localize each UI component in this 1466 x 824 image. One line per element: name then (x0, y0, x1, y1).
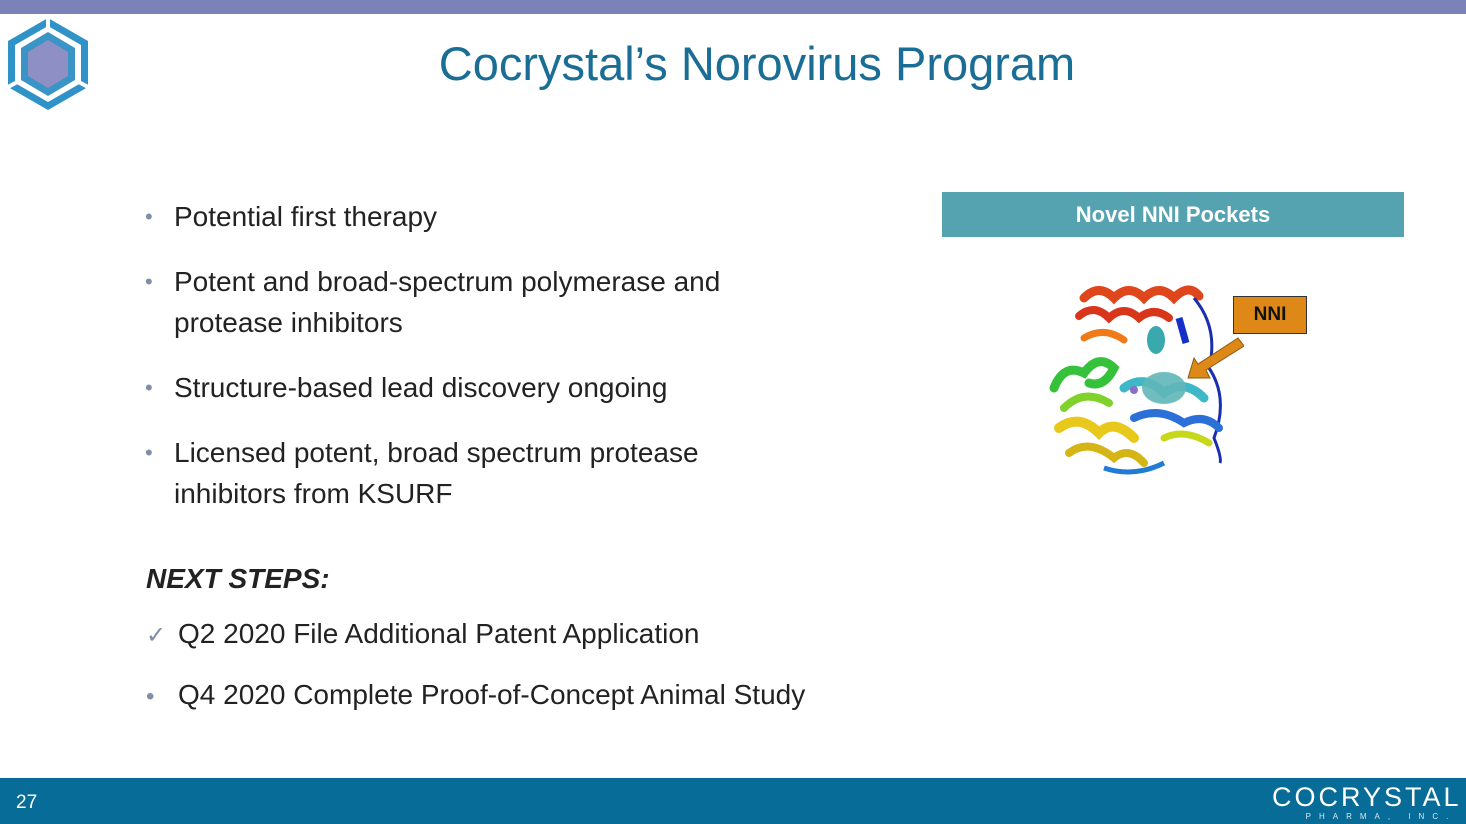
bullet-marker: • (145, 375, 153, 400)
bullet-text: Potent and broad-spectrum polymerase and protease inhibitors (174, 266, 721, 338)
checkmark-icon: ✓ (146, 622, 167, 649)
next-step-item (146, 675, 805, 717)
bullet-text: Structure-based lead discovery ongoing (174, 372, 668, 403)
top-accent-bar (0, 0, 1466, 14)
next-step-text: Q2 2020 File Additional Patent Application (178, 618, 700, 649)
bullet-marker: • (146, 683, 155, 710)
nni-callout-label: NNI (1233, 296, 1307, 334)
brand-subtitle: PHARMA, INC. (1305, 812, 1457, 821)
bullet-text: Potential first therapy (174, 201, 438, 232)
bullet-item (145, 196, 865, 237)
bullet-text: Licensed potent, broad spectrum protease inhibitors from KSURF (174, 437, 699, 509)
bullet-marker: • (145, 440, 153, 465)
footer-bar (0, 778, 1466, 824)
brand-logo (1272, 782, 1460, 822)
bullet-item (145, 367, 865, 408)
next-step-item (146, 614, 699, 656)
next-steps-heading: NEXT STEPS: (146, 563, 330, 594)
figure-header: Novel NNI Pockets (942, 192, 1404, 237)
bullet-list (145, 196, 865, 538)
bullet-item (145, 261, 865, 343)
callout-arrow-icon (1186, 334, 1244, 382)
brand-name: COCRYSTAL (1272, 782, 1462, 812)
bullet-item (145, 432, 865, 514)
bullet-marker: • (145, 269, 153, 294)
slide-title: Cocrystal’s Norovirus Program (438, 37, 1076, 90)
page-number: 27 (16, 792, 38, 813)
next-step-text: Q4 2020 Complete Proof-of-Concept Animal Study (178, 679, 806, 710)
bullet-marker: • (145, 204, 153, 229)
